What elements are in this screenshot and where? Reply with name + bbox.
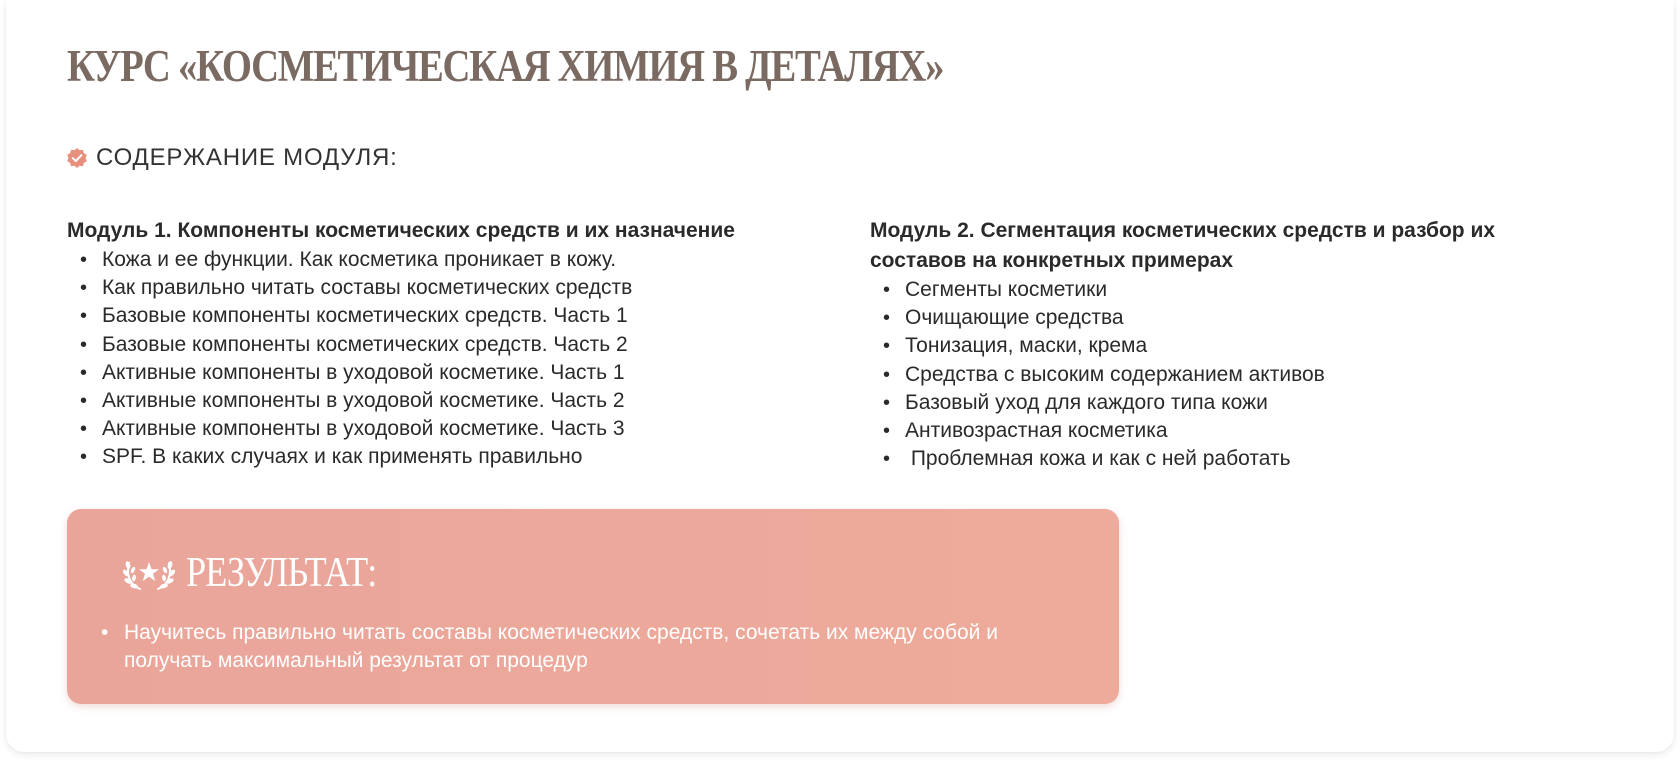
list-item: • Базовые компоненты косметических средств. Часть 1: [67, 302, 827, 330]
list-item: • Проблемная кожа и как с ней работать: [870, 445, 1590, 473]
list-item: • SPF. В каких случаях и как применять правильно: [67, 443, 827, 471]
result-box: [67, 509, 1119, 704]
list-item: • Как правильно читать составы косметических средств: [67, 274, 827, 302]
list-item: • Очищающие средства: [870, 304, 1590, 332]
list-item: • Активные компоненты в уходовой косметике. Часть 1: [67, 359, 827, 387]
laurel-star-icon: [122, 553, 176, 593]
result-description: Научитесь правильно читать составы косметических средств, сочетать их между собой и получать максимальный результат от процедур: [124, 621, 998, 672]
list-item: • Активные компоненты в уходовой косметике. Часть 2: [67, 387, 827, 415]
list-item: • Базовые компоненты косметических средств. Часть 2: [67, 331, 827, 359]
module-items: [870, 276, 1590, 473]
module-1: [67, 216, 827, 472]
bullet: •: [101, 621, 109, 644]
result-header: [122, 549, 408, 597]
list-item: • Базовый уход для каждого типа кожи: [870, 389, 1590, 417]
result-title: РЕЗУЛЬТАТ:: [186, 550, 377, 596]
list-item: • Тонизация, маски, крема: [870, 332, 1590, 360]
module-title: Модуль 2. Сегментация косметических средств и разбор их составов на конкретных примерах: [870, 219, 1496, 272]
module-title: Модуль 1. Компоненты косметических средств и их назначение: [67, 219, 735, 242]
list-item: • Сегменты косметики: [870, 276, 1590, 304]
section-header: [66, 144, 398, 172]
result-text: [101, 619, 1084, 675]
list-item: • Средства с высоким содержанием активов: [870, 361, 1590, 389]
module-2: [870, 216, 1590, 473]
content-card: [6, 0, 1674, 752]
list-item: • Кожа и ее функции. Как косметика проникает в кожу.: [67, 246, 827, 274]
section-label: СОДЕРЖАНИЕ МОДУЛЯ:: [96, 144, 398, 171]
badge-check-icon: [66, 147, 88, 169]
list-item: • Активные компоненты в уходовой косметике. Часть 3: [67, 415, 827, 443]
module-items: [67, 246, 827, 472]
course-title: КУРС «КОСМЕТИЧЕСКАЯ ХИМИЯ В ДЕТАЛЯХ»: [67, 41, 944, 91]
list-item: • Антивозрастная косметика: [870, 417, 1590, 445]
